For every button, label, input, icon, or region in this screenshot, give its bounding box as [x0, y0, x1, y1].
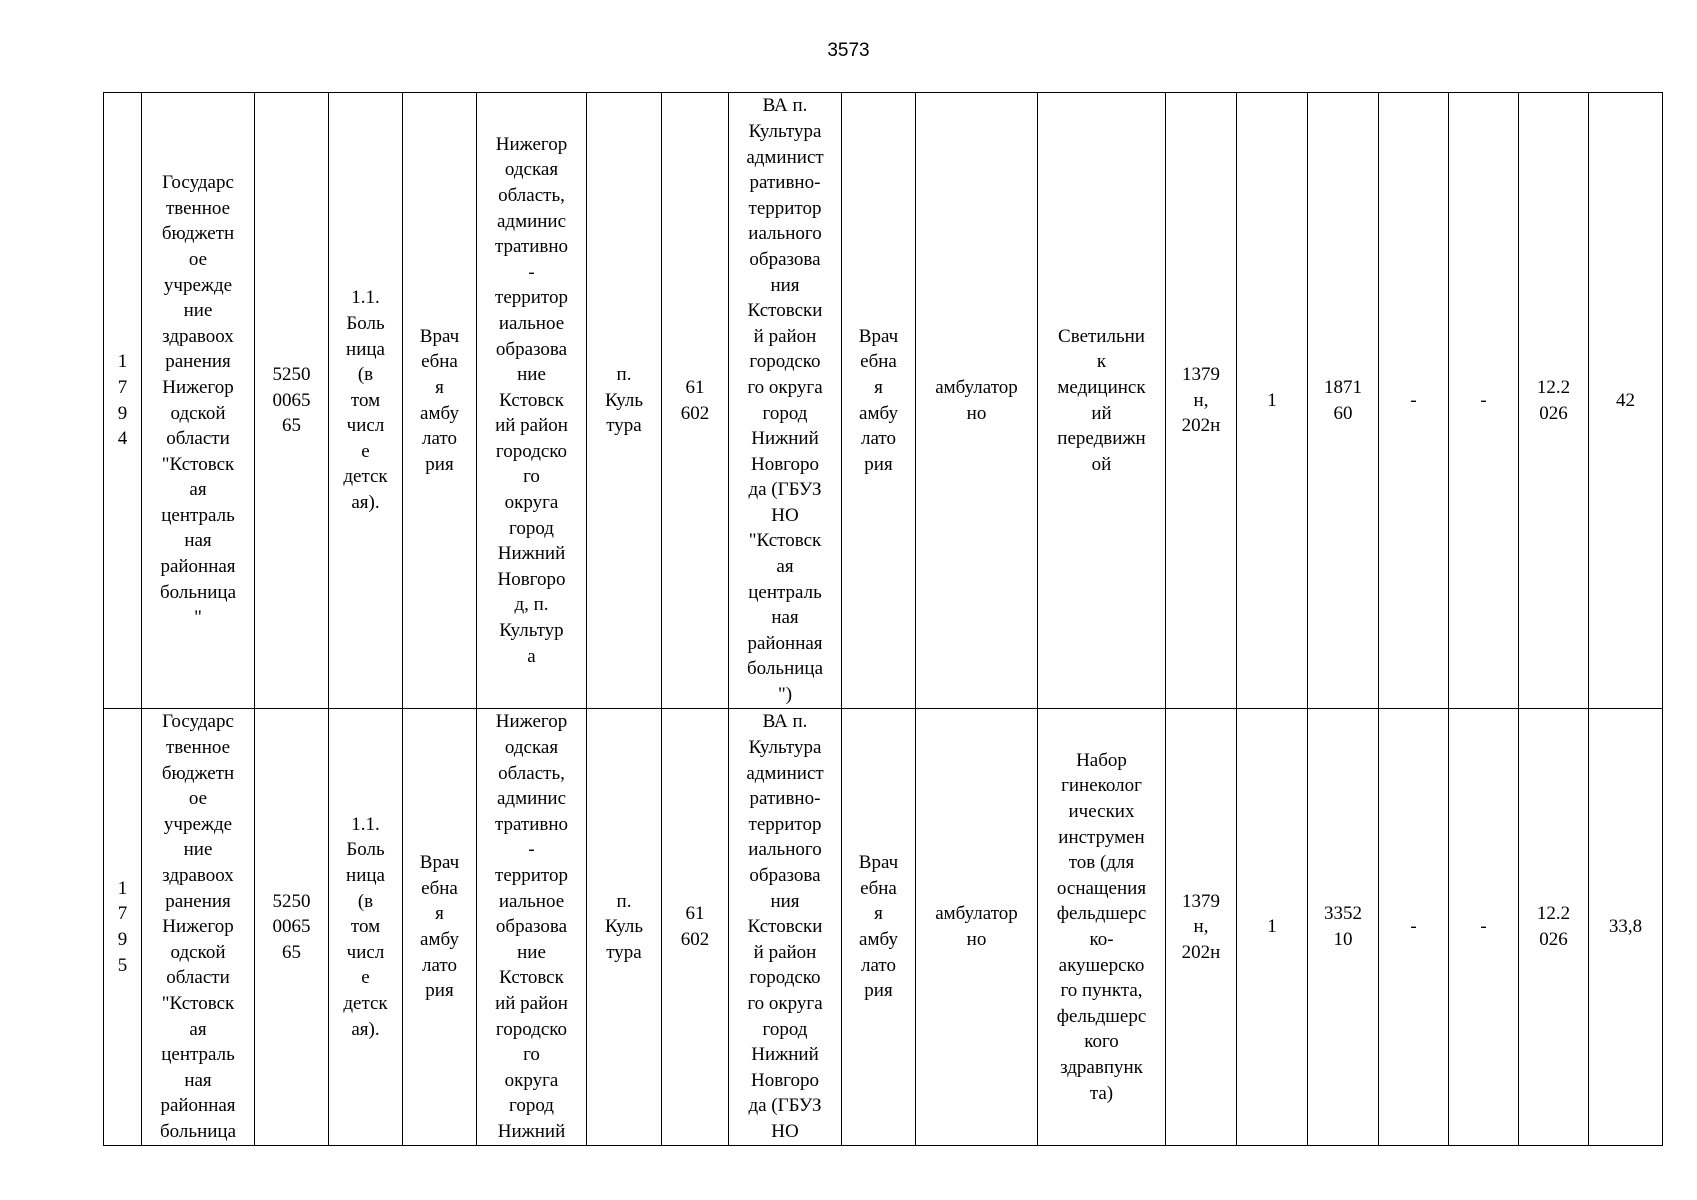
price-cell: 1871 60: [1308, 93, 1379, 709]
row-number-cell: 1 7 9 4: [104, 93, 142, 709]
equipment-cell: Набор гинеколог ических инструмен тов (для оснащения фельдшерс ко- акушерско го пункта, фельдшерс кого здравпунк та): [1038, 709, 1166, 1146]
organization-cell: Государс твенное бюджетн ое учрежде ние здравоох ранения Нижегор одской области "Кстовск ая централь ная районная больница ": [142, 93, 255, 709]
locality-cell: п. Куль тура: [587, 93, 662, 709]
unit-cell: Врач ебна я амбу лато рия: [842, 709, 916, 1146]
row-number-cell: 1 7 9 5: [104, 709, 142, 1146]
quantity-cell: 1: [1237, 709, 1308, 1146]
dash-cell: -: [1379, 93, 1449, 709]
dash-cell: -: [1449, 93, 1519, 709]
inn-cell: 5250 0065 65: [255, 93, 329, 709]
equipment-table: [103, 92, 1663, 1146]
mode-cell: амбулатор но: [916, 93, 1038, 709]
order-cell: 1379 н, 202н: [1166, 93, 1237, 709]
mode-cell: амбулатор но: [916, 709, 1038, 1146]
table-row: [104, 709, 1663, 1146]
subdivision-cell: Врач ебна я амбу лато рия: [403, 709, 477, 1146]
page-number: 3573: [827, 40, 870, 61]
value-cell: 42: [1589, 93, 1663, 709]
price-cell: 3352 10: [1308, 709, 1379, 1146]
inn-cell: 5250 0065 65: [255, 709, 329, 1146]
unit-cell: Врач ебна я амбу лато рия: [842, 93, 916, 709]
organization-cell: Государс твенное бюджетн ое учрежде ние здравоох ранения Нижегор одской области "Кстовск ая централь ная районная больница: [142, 709, 255, 1146]
code-cell: 61 602: [662, 93, 729, 709]
facility-cell: ВА п. Культура админист ративно- территор иального образова ния Кстовски й район городско го округа город Нижний Новгоро да (ГБУЗ НО: [729, 709, 842, 1146]
value-cell: 33,8: [1589, 709, 1663, 1146]
locality-cell: п. Куль тура: [587, 709, 662, 1146]
order-cell: 1379 н, 202н: [1166, 709, 1237, 1146]
dash-cell: -: [1379, 709, 1449, 1146]
subdivision-cell: Врач ебна я амбу лато рия: [403, 93, 477, 709]
date-cell: 12.2 026: [1519, 93, 1589, 709]
quantity-cell: 1: [1237, 93, 1308, 709]
facility-cell: ВА п. Культура админист ративно- территор иального образова ния Кстовски й район городско го округа город Нижний Новгоро да (ГБУЗ НО "Кстовск ая централь ная районная больница "): [729, 93, 842, 709]
code-cell: 61 602: [662, 709, 729, 1146]
equipment-cell: Светильни к медицинск ий передвижн ой: [1038, 93, 1166, 709]
address-cell: Нижегор одская область, админис тративно - территор иальное образова ние Кстовск ий район городско го округа город Нижний: [477, 709, 587, 1146]
table-row: [104, 93, 1663, 709]
dash-cell: -: [1449, 709, 1519, 1146]
facility-type-cell: 1.1. Боль ница (в том числ е детск ая).: [329, 93, 403, 709]
date-cell: 12.2 026: [1519, 709, 1589, 1146]
facility-type-cell: 1.1. Боль ница (в том числ е детск ая).: [329, 709, 403, 1146]
address-cell: Нижегор одская область, админис тративно - территор иальное образова ние Кстовск ий район городско го округа город Нижний Новгоро д, п. Культур а: [477, 93, 587, 709]
